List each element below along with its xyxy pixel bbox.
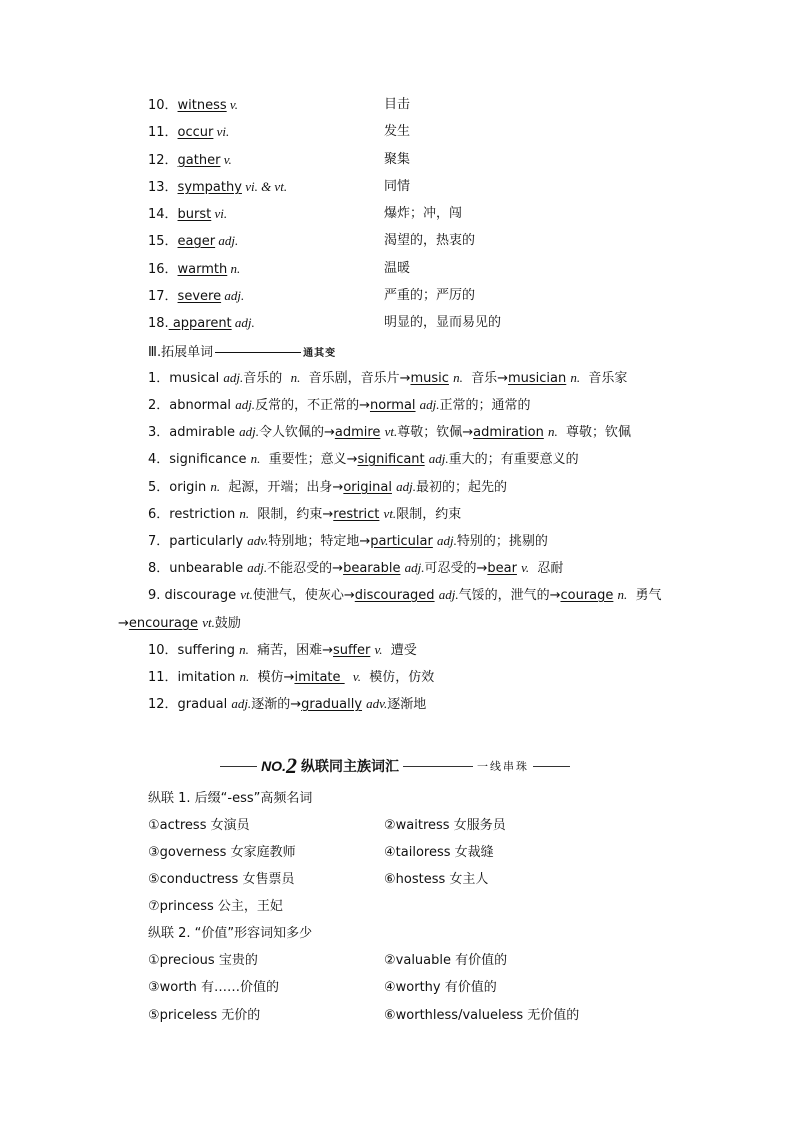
group1-item: ③governess 女家庭教师 <box>148 845 296 860</box>
derived-word: courage <box>560 588 614 603</box>
line-text: 模仿，仿效 <box>360 670 435 685</box>
line-text: 7．particularly <box>148 534 248 549</box>
part-of-speech: n. <box>210 479 221 494</box>
banner-rule-right <box>533 766 570 767</box>
part-of-speech: n. <box>570 370 581 385</box>
heading-rule <box>215 352 301 353</box>
group1-item: ②waitress 女服务员 <box>384 818 506 833</box>
part-of-speech: adj. <box>437 533 457 548</box>
line-text: 令人钦佩的→ <box>258 425 335 440</box>
vocab-pos: adj. <box>215 233 239 248</box>
extended-word-line <box>148 477 507 497</box>
part-of-speech: adj. <box>419 397 440 412</box>
line-text: 1．musical <box>148 371 224 386</box>
vocab-meaning: 爆炸；冲，闯 <box>384 206 463 221</box>
vocab-term <box>148 231 238 252</box>
extended-word-line <box>148 449 579 469</box>
group2-item: ③worth 有……价值的 <box>148 980 280 995</box>
line-text: 气馁的，泄气的→ <box>458 588 561 603</box>
line-text: 音乐剧，音乐片→ <box>300 371 411 386</box>
vocab-pos: n. <box>227 261 241 276</box>
derived-word: significant <box>357 452 425 467</box>
extended-word-line <box>148 422 631 442</box>
extended-word-line <box>148 694 426 714</box>
line-text: 鼓励 <box>214 616 241 631</box>
vocab-meaning: 严重的；严厉的 <box>384 288 476 303</box>
line-text: 限制，约束→ <box>249 507 334 522</box>
group1-item: ④tailoress 女裁缝 <box>384 845 494 860</box>
line-text: 12．gradual <box>148 697 232 712</box>
vocab-number: 18. <box>148 316 169 331</box>
vocab-meaning: 温暖 <box>384 261 411 276</box>
group1-item: ⑥hostess 女主人 <box>384 872 489 887</box>
line-text: 3．admirable <box>148 425 240 440</box>
part-of-speech: adj. <box>231 696 252 711</box>
vocab-word: warmth <box>177 262 228 277</box>
vocab-pos: adj. <box>221 288 245 303</box>
vocab-number: 15． <box>148 234 178 249</box>
banner-no: NO. <box>261 758 286 774</box>
vocab-meaning: 目击 <box>384 97 411 112</box>
line-text: 逐渐地 <box>387 697 427 712</box>
line-text: 10．suffering <box>148 643 240 658</box>
section-banner <box>220 754 570 778</box>
derived-word: normal <box>369 398 416 413</box>
group2-title: 纵联 2. “价值”形容词知多少 <box>148 926 313 941</box>
part-of-speech: adj. <box>428 451 449 466</box>
extended-word-line <box>148 504 461 524</box>
group2-item: ②valuable 有价值的 <box>384 953 508 968</box>
derived-word: admiration <box>473 425 544 440</box>
part-of-speech: adj. <box>404 560 425 575</box>
line-text: 重要性；意义→ <box>260 452 358 467</box>
part-of-speech: adj. <box>223 370 244 385</box>
line-text: 音乐的 <box>243 371 291 386</box>
derived-word: bearable <box>343 561 401 576</box>
derived-word: bear <box>487 561 517 576</box>
banner-subtitle: 一线串珠 <box>476 760 529 773</box>
part-of-speech: n. <box>547 424 558 439</box>
line-text: 可忍受的→ <box>424 561 488 576</box>
part-of-speech: v. <box>374 642 383 657</box>
group1-item: ⑦princess 公主，王妃 <box>148 899 283 914</box>
extended-word-line <box>148 640 417 660</box>
line-text: 最初的；起先的 <box>415 480 507 495</box>
part-of-speech: vt. <box>384 424 398 439</box>
vocab-number: 13． <box>148 180 178 195</box>
derived-word: particular <box>370 534 433 549</box>
line-text: 遭受 <box>382 643 417 658</box>
derived-word: admire <box>334 425 381 440</box>
line-text: 5．origin <box>148 480 211 495</box>
vocab-meaning: 发生 <box>384 124 411 139</box>
extended-word-line <box>148 395 531 415</box>
vocab-word: witness <box>177 98 227 113</box>
vocab-meaning: 聚集 <box>384 152 411 167</box>
line-text: 逐渐的→ <box>251 697 302 712</box>
extended-word-line <box>118 613 241 633</box>
extended-word-line <box>148 531 548 551</box>
part-of-speech: adv. <box>247 533 269 548</box>
banner-title: 纵联同主族词汇 <box>300 759 399 775</box>
derived-word: musician <box>507 371 567 386</box>
line-text: 正常的；通常的 <box>439 398 531 413</box>
derived-word: gradually <box>301 697 363 712</box>
group1-title: 纵联 1. 后缀“-ess”高频名词 <box>148 791 313 806</box>
derived-word: music <box>410 371 449 386</box>
vocab-word: apparent <box>168 316 232 331</box>
vocab-word: severe <box>177 289 222 304</box>
vocab-pos: vi. <box>213 124 230 139</box>
vocab-meaning: 同情 <box>384 179 411 194</box>
banner-number: 2 <box>285 753 297 778</box>
vocab-term <box>148 177 287 198</box>
banner-rule-left <box>220 766 257 767</box>
part-of-speech: adj. <box>438 587 459 602</box>
vocab-meaning: 明显的，显而易见的 <box>384 315 502 330</box>
part-of-speech: v. <box>521 560 530 575</box>
line-text: 9. discourage <box>148 588 241 603</box>
vocab-pos: vi. & vt. <box>241 179 288 194</box>
vocab-number: 17． <box>148 289 178 304</box>
line-text: 使泄气，使灰心→ <box>252 588 355 603</box>
vocab-term <box>148 313 255 334</box>
vocab-number: 11． <box>148 125 178 140</box>
line-text: → <box>118 616 129 631</box>
part-of-speech: vt. <box>202 615 215 630</box>
part-of-speech: n. <box>290 370 301 385</box>
part-of-speech: n. <box>239 642 249 657</box>
part-of-speech: n. <box>250 451 261 466</box>
line-text: 忍耐 <box>529 561 564 576</box>
line-text: 反常的，不正常的→ <box>255 398 370 413</box>
line-text: 尊敬；钦佩→ <box>397 425 474 440</box>
part-of-speech: v. <box>352 669 361 684</box>
line-text: 尊敬；钦佩 <box>557 425 631 440</box>
part-of-speech: n. <box>453 370 463 385</box>
group2-item: ④worthy 有价值的 <box>384 980 497 995</box>
part-of-speech: adj. <box>239 424 259 439</box>
derived-word: restrict <box>333 507 380 522</box>
vocab-term <box>148 95 238 116</box>
part-of-speech: n. <box>617 587 628 602</box>
section-title: Ⅲ.拓展单词 <box>148 345 214 360</box>
part-of-speech: vt. <box>240 587 253 602</box>
line-text <box>345 670 353 685</box>
line-text: 2．abnormal <box>148 398 236 413</box>
section-heading <box>148 341 336 360</box>
line-text: 痛苦，困难→ <box>248 643 334 658</box>
line-text: 勇气 <box>627 588 662 603</box>
part-of-speech: adj. <box>235 397 256 412</box>
part-of-speech: adj. <box>396 479 416 494</box>
extended-word-line <box>148 368 627 388</box>
group1-item: ①actress 女演员 <box>148 818 250 833</box>
vocab-meaning: 渴望的，热衷的 <box>384 233 476 248</box>
banner-rule-mid <box>403 766 473 767</box>
extended-word-line <box>148 667 434 687</box>
vocab-word: gather <box>177 153 221 168</box>
vocab-word: occur <box>177 125 214 140</box>
line-text: 模仿→ <box>249 670 295 685</box>
vocab-term <box>148 204 227 225</box>
derived-word: discouraged <box>354 588 435 603</box>
vocab-pos: v. <box>220 152 232 167</box>
vocab-word: eager <box>177 234 216 249</box>
line-text: 不能忍受的→ <box>267 561 344 576</box>
line-text: 起源，开端；出身→ <box>220 480 344 495</box>
section-tag: 通其变 <box>303 348 337 359</box>
derived-word: suffer <box>333 643 371 658</box>
extended-word-line <box>148 585 662 605</box>
line-text: 音乐家 <box>580 371 628 386</box>
vocab-term <box>148 286 244 307</box>
part-of-speech: adv. <box>366 696 388 711</box>
part-of-speech: adj. <box>247 560 268 575</box>
line-text: 音乐→ <box>462 371 508 386</box>
vocab-number: 10． <box>148 98 178 113</box>
line-text: 4．significance <box>148 452 251 467</box>
group1-item: ⑤conductress 女售票员 <box>148 872 295 887</box>
derived-word: original <box>343 480 392 495</box>
vocab-term <box>148 150 232 171</box>
vocab-pos: v. <box>226 97 238 112</box>
line-text: 6．restriction <box>148 507 240 522</box>
line-text: 特别地；特定地→ <box>268 534 371 549</box>
derived-word: encourage <box>128 616 199 631</box>
group2-item: ⑤priceless 无价的 <box>148 1008 261 1023</box>
vocab-number: 16． <box>148 262 178 277</box>
extended-word-line <box>148 558 563 578</box>
vocab-term <box>148 259 240 280</box>
vocab-word: sympathy <box>177 180 242 195</box>
group2-item: ①precious 宝贵的 <box>148 953 258 968</box>
vocab-number: 14． <box>148 207 178 222</box>
group2-item: ⑥worthless/valueless 无价值的 <box>384 1008 580 1023</box>
part-of-speech: n. <box>239 506 250 521</box>
vocab-pos: vi. <box>211 206 228 221</box>
line-text: 11．imitation <box>148 670 240 685</box>
line-text: 重大的；有重要意义的 <box>448 452 579 467</box>
line-text: 8．unbearable <box>148 561 248 576</box>
vocab-term <box>148 122 229 143</box>
line-text: 特别的；挑剔的 <box>456 534 548 549</box>
part-of-speech: vt. <box>383 506 397 521</box>
line-text: 限制，约束 <box>396 507 462 522</box>
part-of-speech: n. <box>239 669 250 684</box>
vocab-pos: adj. <box>231 315 255 330</box>
vocab-word: burst <box>177 207 212 222</box>
derived-word: imitate <box>294 670 345 685</box>
vocab-number: 12． <box>148 153 178 168</box>
